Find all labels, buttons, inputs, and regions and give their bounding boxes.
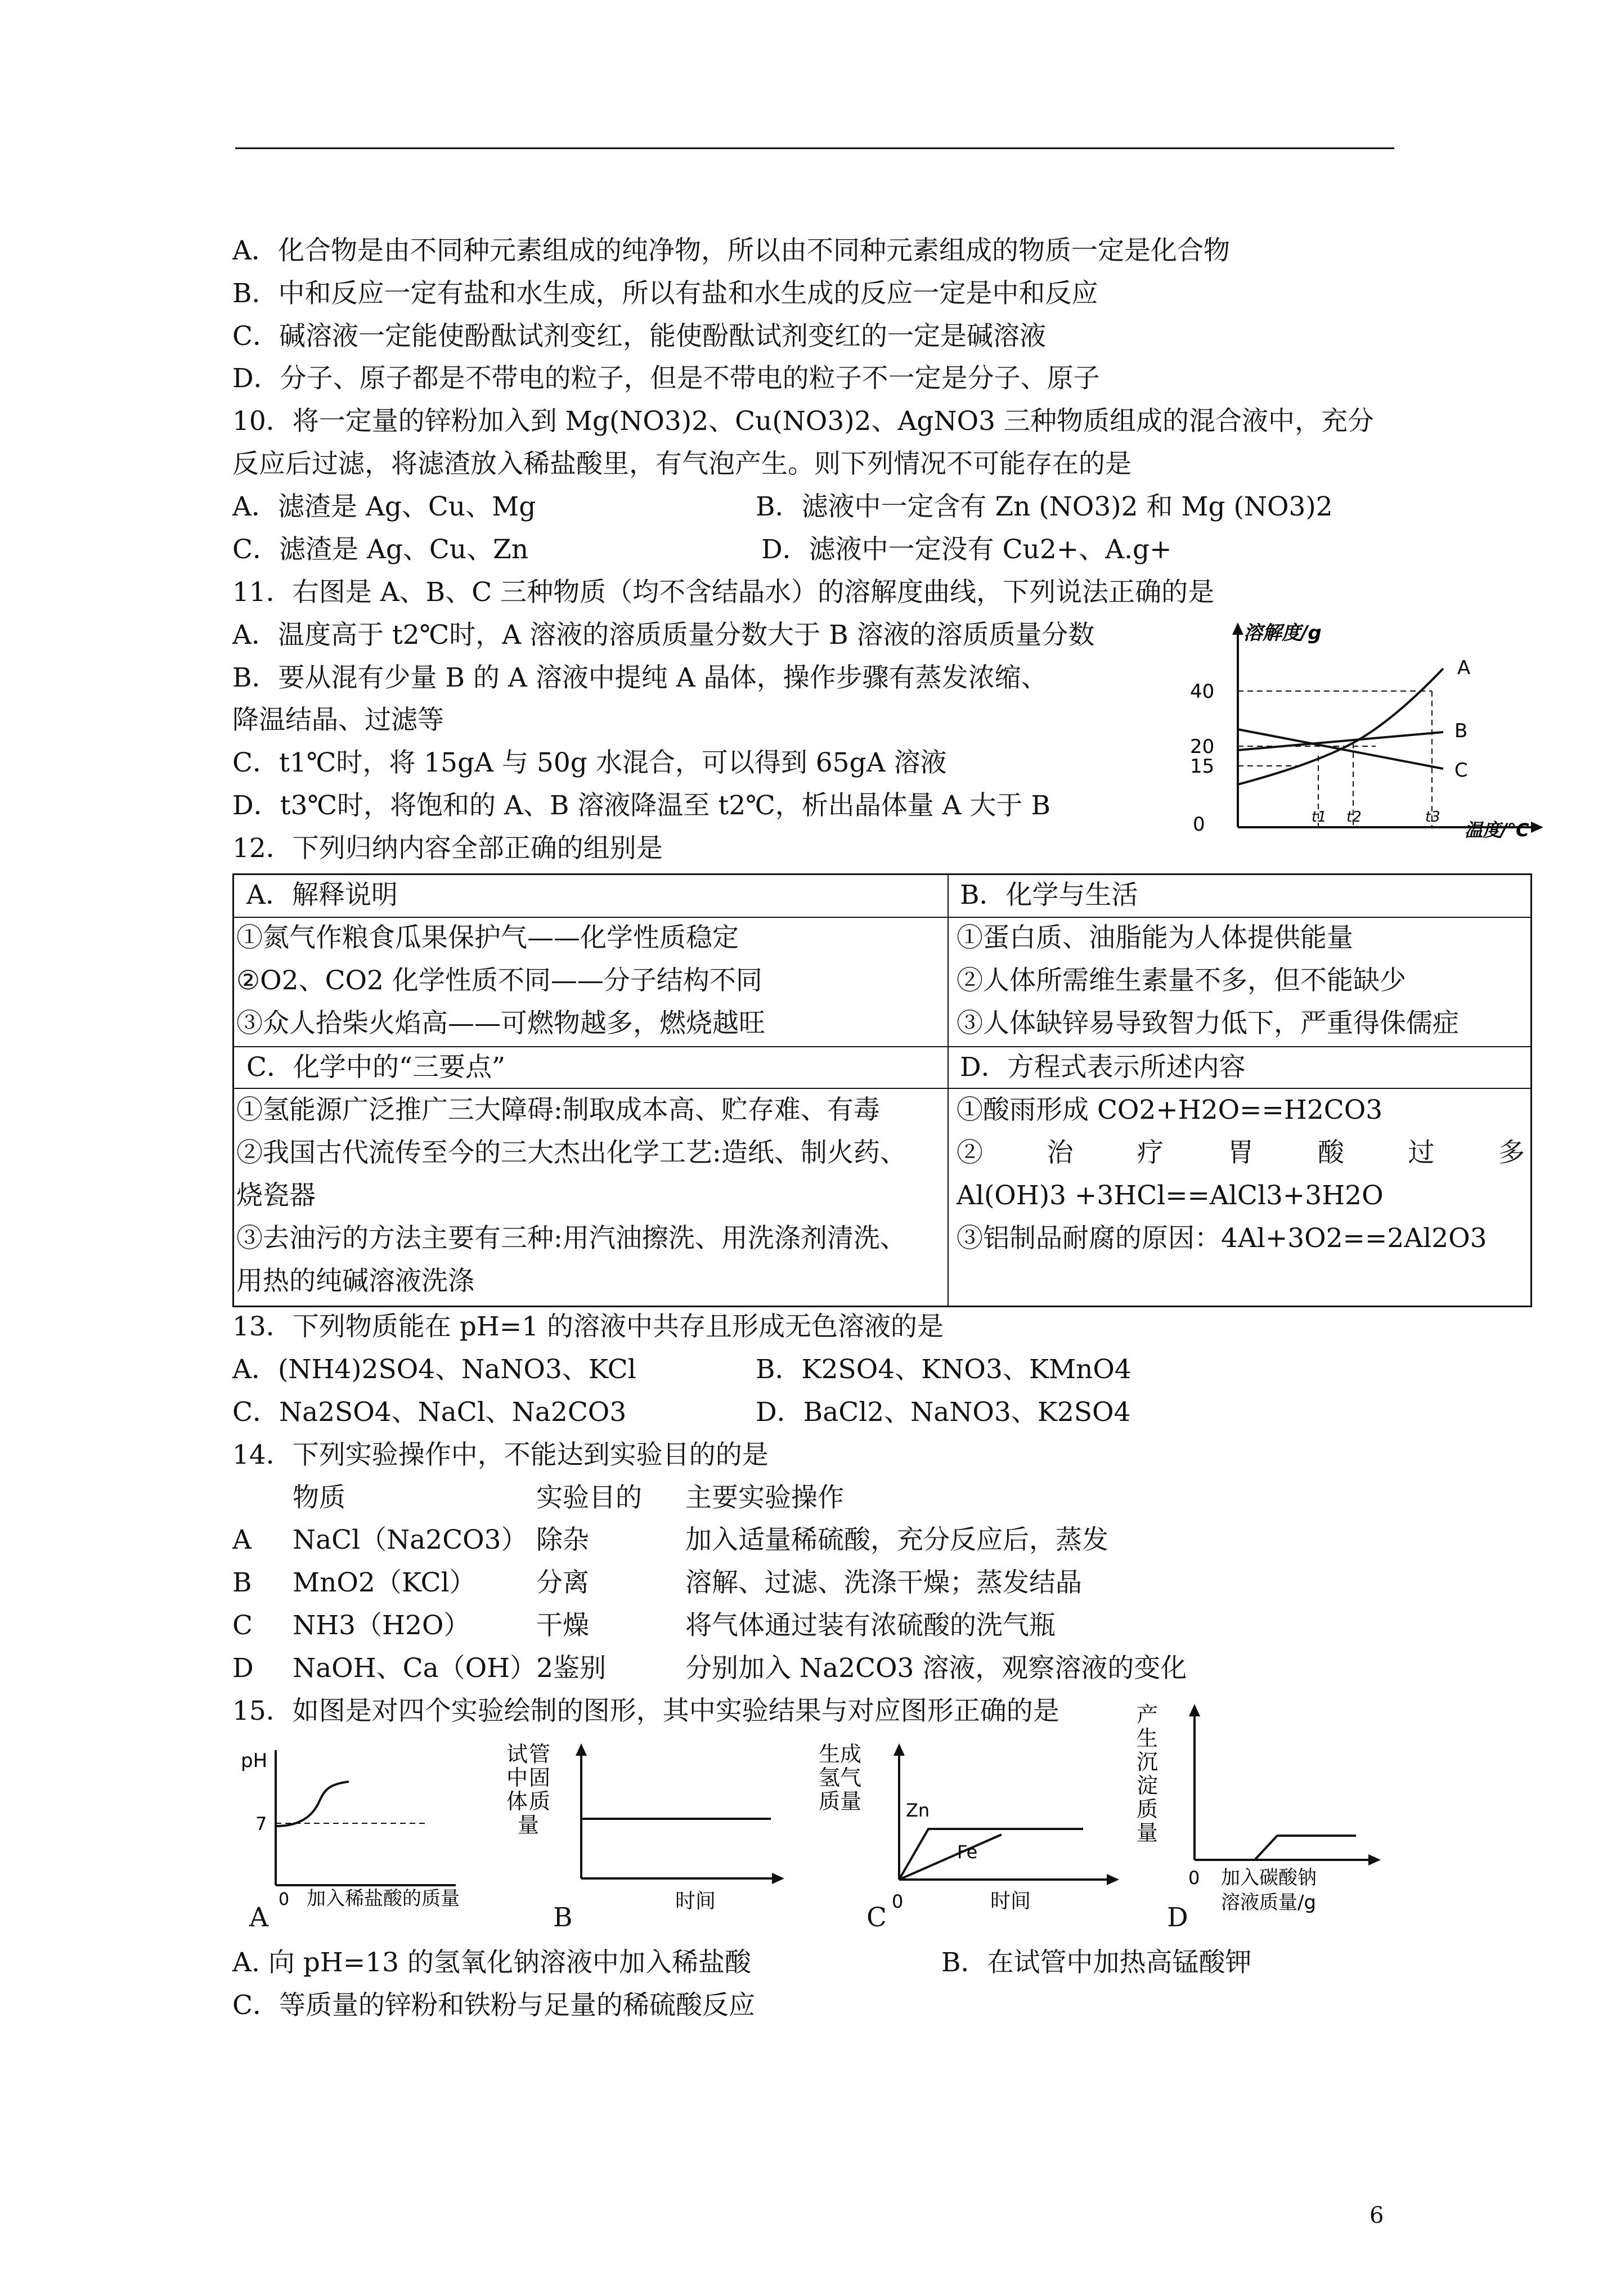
q14-row-purpose: 干燥 <box>536 1610 589 1641</box>
y-axis-label-6: 量 <box>1137 1820 1159 1845</box>
q13-option-d: D．BaCl2、NaNO3、K2SO4 <box>756 1397 1131 1428</box>
q12-table <box>232 873 1532 1307</box>
q14-row-substance: NaCl（Na2CO3） <box>293 1524 528 1555</box>
x-tick-t1: t1 <box>1312 809 1327 826</box>
cell-c-item-3-cont: 用热的纯碱溶液洗涤 <box>236 1266 474 1297</box>
q14-row-operation: 加入适量稀硫酸，充分反应后，蒸发 <box>685 1524 1108 1555</box>
row-divider <box>234 1046 1530 1047</box>
cell-d-item-2: ② 治 疗 胃 酸 过 多 <box>957 1137 1525 1168</box>
q11-option-b-line1: B．要从混有少量 B 的 A 溶液中提纯 A 晶体，操作步骤有蒸发浓缩、 <box>232 662 1048 693</box>
y-axis-arrow <box>893 1743 905 1756</box>
q10-option-a: A．滤渣是 Ag、Cu、Mg <box>232 491 536 522</box>
figure-label-d: D <box>1167 1902 1188 1933</box>
cell-c-item-2-cont: 烧瓷器 <box>236 1180 316 1211</box>
q14-row-substance: NaOH、Ca（OH）2鉴别 <box>293 1653 607 1684</box>
origin-label: 0 <box>892 1891 904 1912</box>
x-axis-label: 加入稀盐酸的质量 <box>307 1887 460 1908</box>
cell-a-item-2: ②O2、CO2 化学性质不同——分子结构不同 <box>236 965 762 996</box>
x-axis-label: 时间 <box>990 1890 1031 1913</box>
y-axis-label-7: 量 <box>518 1813 540 1837</box>
q10-option-c: C．滤渣是 Ag、Cu、Zn <box>232 534 529 565</box>
y-axis-label-3: 中 <box>506 1765 528 1790</box>
y-axis-label-3: 质量 <box>819 1789 862 1814</box>
q11-option-d: D．t3℃时，将饱和的 A、B 溶液降温至 t2℃，析出晶体量 A 大于 B <box>232 790 1051 821</box>
cell-c-item-3: ③去油污的方法主要有三种:用汽油擦洗、用洗涤剂清洗、 <box>236 1223 906 1254</box>
curve-b-label: B <box>1454 720 1468 742</box>
q10-option-b: B．滤液中一定含有 Zn (NO3)2 和 Mg (NO3)2 <box>756 491 1333 522</box>
q11-option-c: C．t1℃时，将 15gA 与 50g 水混合，可以得到 65gA 溶液 <box>232 747 947 778</box>
q14-row-substance: NH3（H2O） <box>293 1610 470 1641</box>
q11-stem: 11．右图是 A、B、C 三种物质（均不含结晶水）的溶解度曲线，下列说法正确的是 <box>232 577 1215 608</box>
cell-c-heading: C．化学中的“三要点” <box>246 1052 506 1083</box>
x-axis-label-1: 加入碳酸钠 <box>1221 1867 1317 1889</box>
q10-stem-line1: 10．将一定量的锌粉加入到 Mg(NO3)2、Cu(NO3)2、AgNO3 三种物质组成的混合液中，充分 <box>232 406 1374 437</box>
y-axis-label: 溶解度/g <box>1243 622 1322 644</box>
q13-option-b: B．K2SO4、KNO3、KMnO4 <box>756 1354 1131 1385</box>
y-tick-20: 20 <box>1190 736 1215 758</box>
q14-header-substance: 物质 <box>293 1482 345 1513</box>
solubility-curve-figure <box>1168 618 1550 843</box>
q11-option-a: A．温度高于 t2℃时，A 溶液的溶质质量分数大于 B 溶液的溶质质量分数 <box>232 620 1095 651</box>
q14-row-purpose: 除杂 <box>536 1524 589 1555</box>
x-axis-arrow <box>1531 822 1543 833</box>
figure-15a-ph-graph <box>231 1745 523 1908</box>
x-axis-arrow <box>1107 1874 1119 1885</box>
q11-option-b-line2: 降温结晶、过滤等 <box>232 705 444 736</box>
cell-a-item-1: ①氮气作粮食瓜果保护气——化学性质稳定 <box>236 922 739 953</box>
y-axis-label-1: 产 <box>1137 1702 1159 1727</box>
cell-b-item-3: ③人体缺锌易导致智力低下，严重得侏儒症 <box>957 1008 1459 1039</box>
cell-b-heading: B．化学与生活 <box>960 880 1138 911</box>
y-axis-label-2: 生 <box>1137 1726 1159 1751</box>
y-axis-arrow <box>576 1743 587 1756</box>
q13-option-a: A．(NH4)2SO4、NaNO3、KCl <box>232 1354 636 1385</box>
q12-stem: 12．下列归纳内容全部正确的组别是 <box>232 833 663 864</box>
figure-15d-precipitate-graph <box>1137 1699 1395 1925</box>
y-axis-label-1: 生成 <box>819 1742 862 1766</box>
x-axis-arrow <box>1368 1854 1381 1866</box>
y-axis-label-2: 管 <box>529 1742 551 1766</box>
cell-d-item-2-cont: Al(OH)3 +3HCl==AlCl3+3H2O <box>957 1180 1384 1211</box>
y-axis-label-5: 质 <box>1137 1797 1159 1822</box>
curve-a <box>1238 669 1443 784</box>
y-tick-15: 15 <box>1190 755 1215 778</box>
ph-curve <box>276 1782 349 1826</box>
y-axis-arrow <box>1189 1704 1200 1716</box>
q15-option-b: B．在试管中加热高锰酸钾 <box>941 1947 1252 1978</box>
q15-option-c: C．等质量的锌粉和铁粉与足量的稀硫酸反应 <box>232 1990 755 2021</box>
y-axis-label-4: 淀 <box>1137 1773 1159 1798</box>
cell-a-item-3: ③众人拾柴火焰高——可燃物越多，燃烧越旺 <box>236 1008 765 1039</box>
q15-stem: 15．如图是对四个实验绘制的图形，其中实验结果与对应图形正确的是 <box>232 1696 1059 1727</box>
q9-option-c: C．碱溶液一定能使酚酞试剂变红，能使酚酞试剂变红的一定是碱溶液 <box>232 321 1046 352</box>
q10-stem-line2: 反应后过滤，将滤渣放入稀盐酸里，有气泡产生。则下列情况不可能存在的是 <box>232 449 1131 479</box>
cell-b-item-1: ①蛋白质、油脂能为人体提供能量 <box>957 922 1353 953</box>
y-axis-label-3: 沉 <box>1137 1750 1159 1774</box>
q13-option-c: C．Na2SO4、NaCl、Na2CO3 <box>232 1397 627 1428</box>
ph-axis-label: pH <box>241 1750 268 1772</box>
q10-option-d: D．滤液中一定没有 Cu2+、A.g+ <box>761 534 1172 565</box>
q14-row-label: B <box>232 1567 252 1598</box>
q14-header-purpose: 实验目的 <box>536 1482 642 1513</box>
x-axis-label-2: 溶液质量/g <box>1221 1891 1317 1914</box>
figure-15b-solid-mass-graph <box>506 1739 799 1925</box>
q13-stem: 13．下列物质能在 pH=1 的溶液中共存且形成无色溶液的是 <box>232 1311 944 1342</box>
x-axis-label: 时间 <box>675 1890 716 1913</box>
y-axis-arrow <box>1232 622 1243 635</box>
y-axis-label-6: 质 <box>529 1789 551 1814</box>
q14-stem: 14．下列实验操作中，不能达到实验目的的是 <box>232 1440 769 1470</box>
cell-b-item-2: ②人体所需维生素量不多，但不能缺少 <box>957 965 1406 996</box>
y-axis-label-1: 试 <box>506 1742 528 1766</box>
figure-label-a: A <box>249 1902 268 1933</box>
q14-row-substance: MnO2（KCl） <box>293 1567 476 1598</box>
cell-d-item-1: ①酸雨形成 CO2+H2O==H2CO3 <box>957 1095 1383 1125</box>
curve-c-label: C <box>1454 759 1468 782</box>
cell-d-heading: D．方程式表示所述内容 <box>960 1052 1246 1083</box>
y-axis-label-5: 体 <box>506 1789 528 1814</box>
curve-a-label: A <box>1457 657 1471 679</box>
cell-c-item-2: ②我国古代流传至今的三大杰出化学工艺:造纸、制火药、 <box>236 1137 906 1168</box>
q14-row-label: D <box>232 1653 254 1684</box>
figure-15c-hydrogen-graph <box>819 1739 1134 1925</box>
q15-option-a: A. 向 pH=13 的氢氧化钠溶液中加入稀盐酸 <box>232 1947 751 1978</box>
cell-a-heading: A．解释说明 <box>246 880 398 911</box>
y-axis-label-4: 固 <box>529 1765 551 1790</box>
precipitate-line <box>1255 1836 1356 1860</box>
row-divider <box>234 917 1530 918</box>
q9-option-b: B．中和反应一定有盐和水生成，所以有盐和水生成的反应一定是中和反应 <box>232 278 1098 309</box>
row-divider <box>234 1088 1530 1089</box>
x-axis-label: 温度/℃ <box>1465 819 1529 841</box>
q14-row-label: A <box>232 1524 252 1555</box>
ph-tick-7: 7 <box>255 1813 267 1835</box>
q9-option-d: D．分子、原子都是不带电的粒子，但是不带电的粒子不一定是分子、原子 <box>232 363 1100 394</box>
origin-label: 0 <box>1188 1867 1200 1889</box>
figure-label-c: C <box>866 1902 887 1933</box>
fe-label: Fe <box>957 1841 978 1863</box>
q14-row-operation: 分别加入 Na2CO3 溶液，观察溶液的变化 <box>685 1653 1187 1684</box>
cell-d-item-3: ③铝制品耐腐的原因：4Al+3O2==2Al2O3 <box>957 1223 1487 1254</box>
q14-header-operation: 主要实验操作 <box>685 1482 844 1513</box>
q14-row-operation: 溶解、过滤、洗涤干燥；蒸发结晶 <box>685 1567 1082 1598</box>
y-tick-0: 0 <box>1193 813 1205 836</box>
table-column-divider <box>948 875 949 1306</box>
cell-c-item-1: ①氢能源广泛推广三大障碍:制取成本高、贮存难、有毒 <box>236 1095 880 1125</box>
y-axis-label-2: 氢气 <box>819 1765 862 1790</box>
figure-label-b: B <box>553 1902 573 1933</box>
zn-line <box>899 1829 1083 1880</box>
page-number: 6 <box>1369 2203 1384 2228</box>
zn-label: Zn <box>906 1800 930 1821</box>
y-tick-40: 40 <box>1190 680 1215 703</box>
x-tick-t2: t2 <box>1346 809 1362 826</box>
q9-option-a: A．化合物是由不同种元素组成的纯净物，所以由不同种元素组成的物质一定是化合物 <box>232 235 1230 266</box>
q14-row-label: C <box>232 1610 253 1641</box>
q14-row-purpose: 分离 <box>536 1567 589 1598</box>
origin-label: 0 <box>279 1890 290 1908</box>
fe-line <box>899 1835 1002 1880</box>
q14-row-operation: 将气体通过装有浓硫酸的洗气瓶 <box>685 1610 1056 1641</box>
x-tick-t3: t3 <box>1425 809 1440 826</box>
header-rule <box>235 147 1394 149</box>
x-axis-arrow <box>772 1873 784 1884</box>
